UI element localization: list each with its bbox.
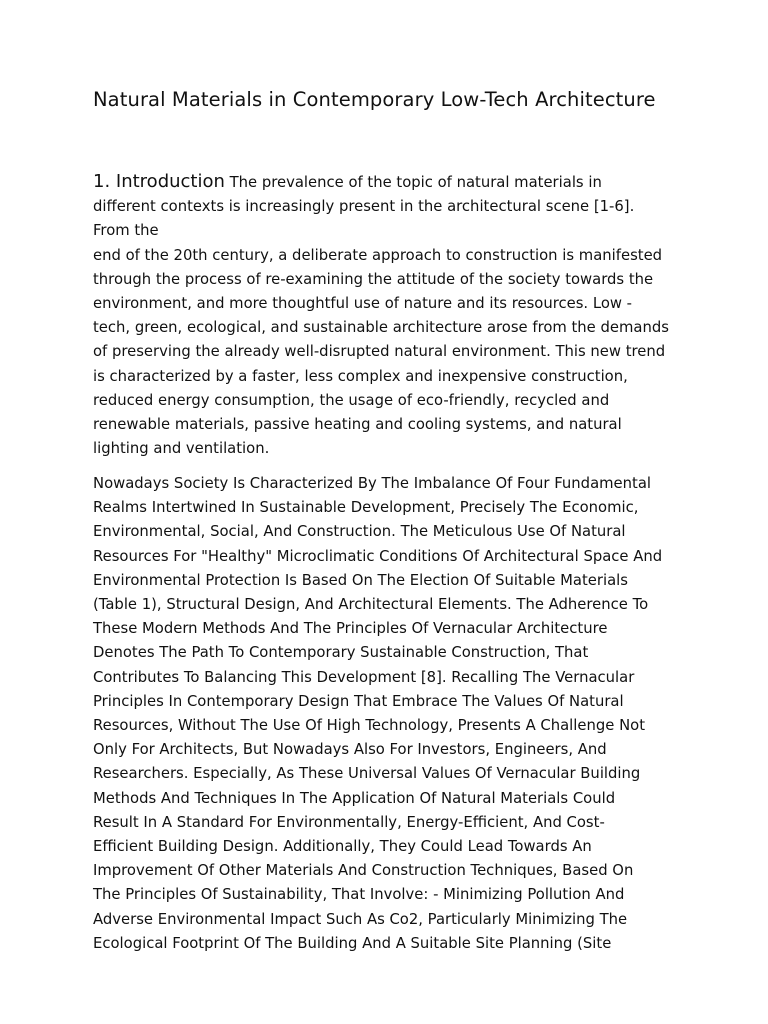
intro-text-line: renewable materials, passive heating and cooling systems, and natural (93, 416, 622, 434)
intro-text-line: is characterized by a faster, less complex and inexpensive construction, (93, 367, 628, 385)
intro-text-line: different contexts is increasingly present in the architectural scene [1-6]. (93, 198, 635, 216)
intro-text-line: lighting and ventilation. (93, 440, 270, 458)
paragraph-line: Resources For "Healthy" Microclimatic Conditions Of Architectural Space And (93, 547, 663, 565)
document-title: Natural Materials in Contemporary Low-Tech Architecture (93, 88, 656, 111)
paragraph-line: Environmental Protection Is Based On The Election Of Suitable Materials (93, 571, 628, 589)
paragraph-line: Realms Intertwined In Sustainable Development, Precisely The Economic, (93, 499, 639, 517)
intro-text-line: From the (93, 222, 159, 240)
paragraph-line: Resources, Without The Use Of High Technology, Presents A Challenge Not (93, 717, 645, 735)
intro-text-line: environment, and more thoughtful use of nature and its resources. Low - (93, 295, 633, 313)
paragraph-line: Nowadays Society Is Characterized By The Imbalance Of Four Fundamental (93, 475, 652, 492)
body-paragraph (93, 472, 685, 956)
section-heading: 1. Introduction (93, 171, 225, 192)
paragraph-line: Improvement Of Other Materials And Construction Techniques, Based On (93, 862, 634, 880)
paragraph-line: Ecological Footprint Of The Building And A Suitable Site Planning (Site (93, 934, 612, 952)
paragraph-line: Adverse Environmental Impact Such As Co2, Particularly Minimizing The (93, 910, 628, 928)
paragraph-line: (Table 1), Structural Design, And Architectural Elements. The Adherence To (93, 596, 649, 614)
introduction-section (93, 170, 685, 461)
paragraph-line: Contributes To Balancing This Development [8]. Recalling The Vernacular (93, 668, 635, 686)
intro-text-line: The prevalence of the topic of natural materials in (229, 174, 602, 191)
paragraph-line: Researchers. Especially, As These Universal Values Of Vernacular Building (93, 765, 641, 783)
intro-text-line: reduced energy consumption, the usage of eco-friendly, recycled and (93, 391, 610, 409)
paragraph-line: The Principles Of Sustainability, That Involve: - Minimizing Pollution And (93, 886, 625, 904)
paragraph-line: Environmental, Social, And Construction. The Meticulous Use Of Natural (93, 523, 626, 541)
paragraph-line: Principles In Contemporary Design That Embrace The Values Of Natural (93, 692, 624, 710)
intro-text-line: end of the 20th century, a deliberate approach to construction is manifested (93, 246, 663, 264)
intro-text-line: of preserving the already well-disrupted natural environment. This new trend (93, 343, 666, 361)
paragraph-line: Only For Architects, But Nowadays Also For Investors, Engineers, And (93, 741, 607, 759)
paragraph-line: Result In A Standard For Environmentally, Energy-Efficient, And Cost- (93, 813, 605, 831)
paragraph-line: Denotes The Path To Contemporary Sustainable Construction, That (93, 644, 589, 662)
intro-text-line: through the process of re-examining the attitude of the society towards the (93, 270, 654, 288)
intro-text-line: tech, green, ecological, and sustainable architecture arose from the demands (93, 319, 669, 337)
paragraph-line: Efficient Building Design. Additionally, They Could Lead Towards An (93, 838, 592, 856)
paragraph-line: Methods And Techniques In The Application Of Natural Materials Could (93, 789, 616, 807)
paragraph-line: These Modern Methods And The Principles Of Vernacular Architecture (93, 620, 608, 638)
intro-first-line (93, 170, 685, 195)
